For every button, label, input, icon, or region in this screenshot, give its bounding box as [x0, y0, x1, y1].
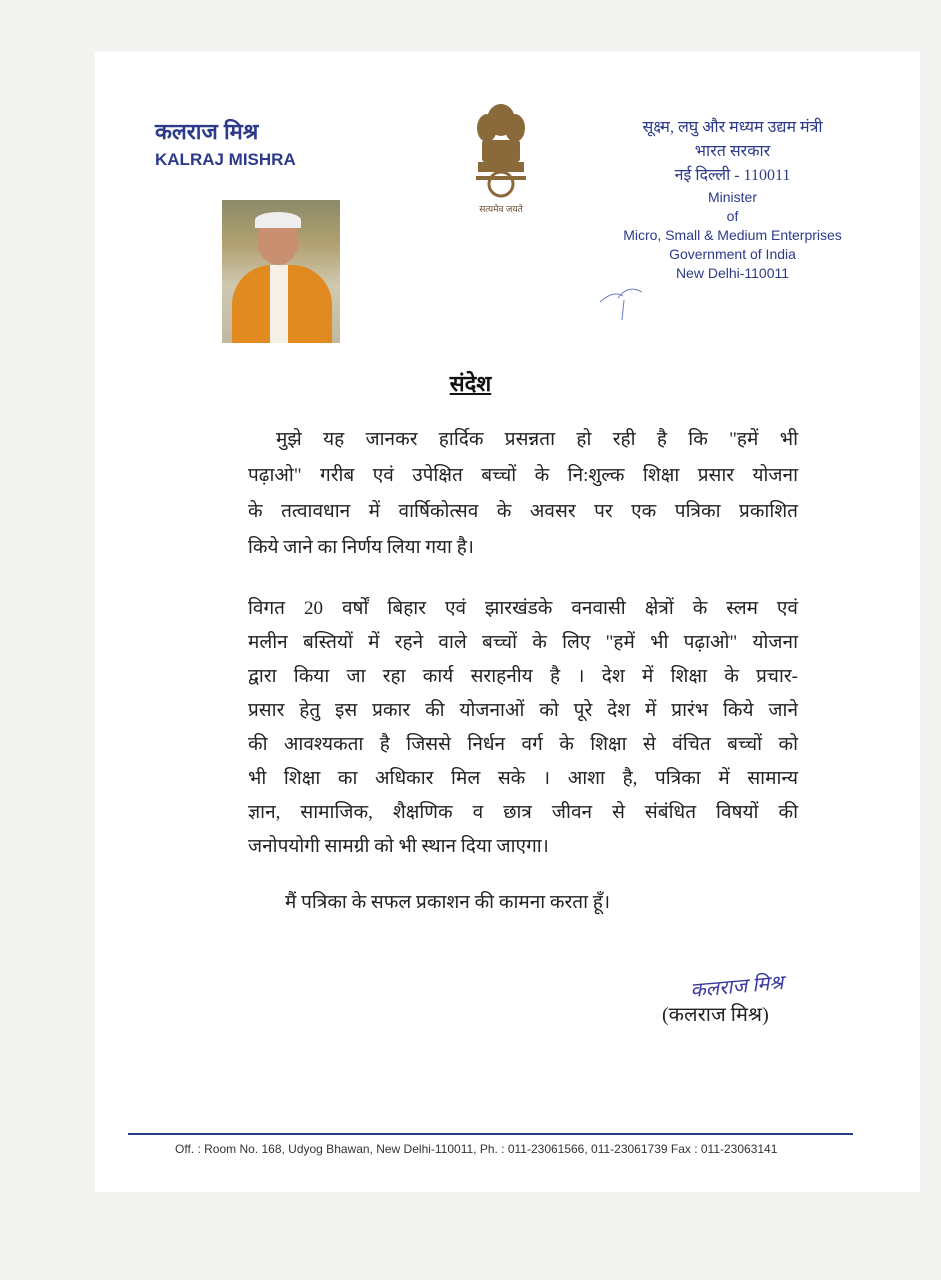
paragraph-1 [248, 422, 798, 566]
sender-name-english: KALRAJ MISHRA [155, 150, 296, 169]
text-line: विगत 20 वर्षों बिहार एवं झारखंडके वनवासी क्षेत्रों के स्लम एवं [248, 598, 798, 619]
office-english-line: Government of India [669, 246, 796, 262]
text-line: प्रसार हेतु इस प्रकार की योजनाओं को पूरे देश में प्रारंभ किये जाने [248, 700, 798, 721]
pen-mark-icon [598, 282, 648, 322]
text-line: के तत्वावधान में वार्षिकोत्सव के अवसर पर एक पत्रिका प्रकाशित [248, 501, 798, 522]
lion-capital-icon [468, 98, 534, 202]
letter-title: संदेश [449, 371, 492, 396]
sender-photo [222, 200, 340, 343]
footer-address: Off. : Room No. 168, Udyog Bhawan, New Delhi-110011, Ph. : 011-23061566, 011-23061739 Fax : 011-23063141 [175, 1142, 778, 1156]
text-line: द्वारा किया जा रहा कार्य सराहनीय है । देश में शिक्षा के प्रचार- [248, 666, 798, 687]
text-line: मलीन बस्तियों में रहने वाले बच्चों के लिए "हमें भी पढ़ाओ" योजना [248, 632, 798, 653]
office-english-line: of [726, 208, 739, 224]
emblem-motto: सत्यमेव जयते [479, 204, 523, 214]
office-hindi-line: सूक्ष्म, लघु और मध्यम उद्यम मंत्री [642, 119, 823, 136]
text-line: जनोपयोगी सामग्री को भी स्थान दिया जाएगा। [248, 836, 549, 857]
office-hindi-line: नई दिल्ली - 110011 [674, 167, 791, 184]
office-english-line: Micro, Small & Medium Enterprises [623, 227, 842, 243]
office-hindi-line: भारत सरकार [694, 143, 771, 160]
office-address [600, 116, 865, 283]
text-line: मुझे यह जानकर हार्दिक प्रसन्नता हो रही है कि "हमें भी [276, 429, 798, 450]
text-line: ज्ञान, सामाजिक, शैक्षणिक व छात्र जीवन से संबंधित विषयों की [248, 802, 798, 823]
text-line: पढ़ाओ" गरीब एवं उपेक्षित बच्चों के नि:शुल्क शिक्षा प्रसार योजना [248, 465, 798, 486]
text-line: की आवश्यकता है जिससे निर्धन वर्ग के शिक्षा से वंचित बच्चों को [248, 734, 798, 755]
office-english-line: Minister [707, 189, 757, 205]
closing-line: मैं पत्रिका के सफल प्रकाशन की कामना करता हूँ। [285, 892, 611, 913]
sender-name-hindi: कलराज मिश्र [155, 119, 259, 144]
text-line: भी शिक्षा का अधिकार मिल सके । आशा है, पत्रिका में सामान्य [248, 768, 798, 789]
footer-divider [128, 1133, 853, 1135]
office-english-line: New Delhi-110011 [675, 265, 790, 281]
text-line: किये जाने का निर्णय लिया गया है। [248, 537, 475, 558]
national-emblem [468, 98, 534, 218]
handwritten-signature: कलराज मिश्र [689, 971, 785, 1003]
signatory-name: (कलराज मिश्र) [662, 1004, 769, 1026]
paragraph-2 [248, 592, 798, 864]
